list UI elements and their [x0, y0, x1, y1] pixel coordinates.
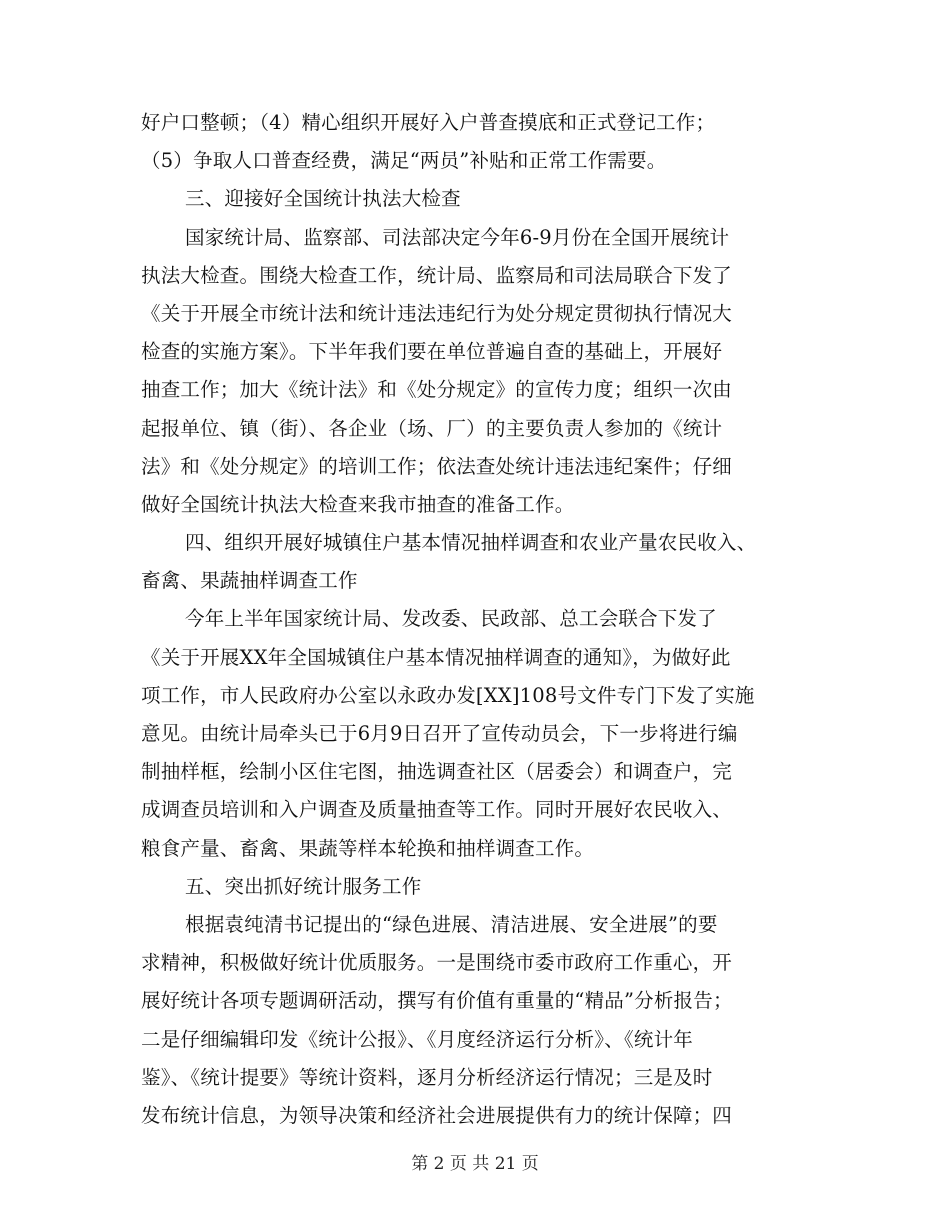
text-line: 《关于开展XX年全国城镇住户基本情况抽样调查的通知》，为做好此 [141, 645, 731, 669]
text-line: 三、迎接好全国统计执法大检查 [185, 187, 461, 211]
text-line: 《关于开展全市统计法和统计违法违纪行为处分规定贯彻执行情况大 [141, 301, 733, 325]
text-line: 抽查工作；加大《统计法》和《处分规定》的宣传力度；组织一次由 [141, 378, 733, 402]
text-line: 求精神，积极做好统计优质服务。一是围绕市委市政府工作重心，开 [141, 951, 733, 975]
text-line: 成调查员培训和入户调查及质量抽查等工作。同时开展好农民收入、 [141, 798, 733, 822]
page-footer: 第 2 页 共 21 页 [411, 1154, 539, 1174]
text-line: 项工作，市人民政府办公室以永政办发[XX]108号文件专门下发了实施 [141, 683, 755, 707]
text-line: 执法大检查。围绕大检查工作，统计局、监察局和司法局联合下发了 [141, 263, 733, 287]
document-body [141, 104, 816, 1135]
text-line: 四、组织开展好城镇住户基本情况抽样调查和农业产量农民收入、 [185, 531, 757, 555]
text-line: 法》和《处分规定》的培训工作；依法查处统计违法违纪案件；仔细 [141, 454, 733, 478]
text-line: 国家统计局、监察部、司法部决定今年6-9月份在全国开展统计 [185, 225, 730, 249]
text-line: 制抽样框，绘制小区住宅图，抽选调查社区（居委会）和调查户，完 [141, 760, 733, 784]
text-line: 好户口整顿；（4）精心组织开展好入户普查摸底和正式登记工作； [141, 111, 716, 134]
text-line: 五、突出抓好统计服务工作 [185, 874, 422, 898]
text-line: 起报单位、镇（街）、各企业（场、厂）的主要负责人参加的《统计 [141, 416, 723, 440]
text-line: 粮食产量、畜禽、果蔬等样本轮换和抽样调查工作。 [141, 836, 595, 860]
text-line: 畜禽、果蔬抽样调查工作 [141, 569, 358, 593]
text-line: 今年上半年国家统计局、发改委、民政部、总工会联合下发了 [185, 607, 717, 631]
text-line: 发布统计信息，为领导决策和经济社会进展提供有力的统计保障；四 [141, 1103, 733, 1127]
text-line: （5）争取人口普查经费，满足“两员”补贴和正常工作需要。 [141, 149, 667, 173]
text-line: 根据袁纯清书记提出的“绿色进展、清洁进展、安全进展”的要 [185, 912, 718, 936]
text-line: 检查的实施方案》。下半年我们要在单位普遍自查的基础上，开展好 [141, 340, 723, 364]
text-line: 意见。由统计局牵头已于6月9日召开了宣传动员会，下一步将进行编 [141, 722, 738, 745]
text-line: 展好统计各项专题调研活动，撰写有价值有重量的“精品”分析报告； [141, 989, 733, 1013]
text-line: 做好全国统计执法大检查来我市抽查的准备工作。 [141, 492, 575, 516]
text-line: 鉴》、《统计提要》等统计资料，逐月分析经济运行情况；三是及时 [141, 1065, 713, 1089]
text-line: 二是仔细编辑印发《统计公报》、《月度经济运行分析》、《统计年 [141, 1027, 694, 1051]
